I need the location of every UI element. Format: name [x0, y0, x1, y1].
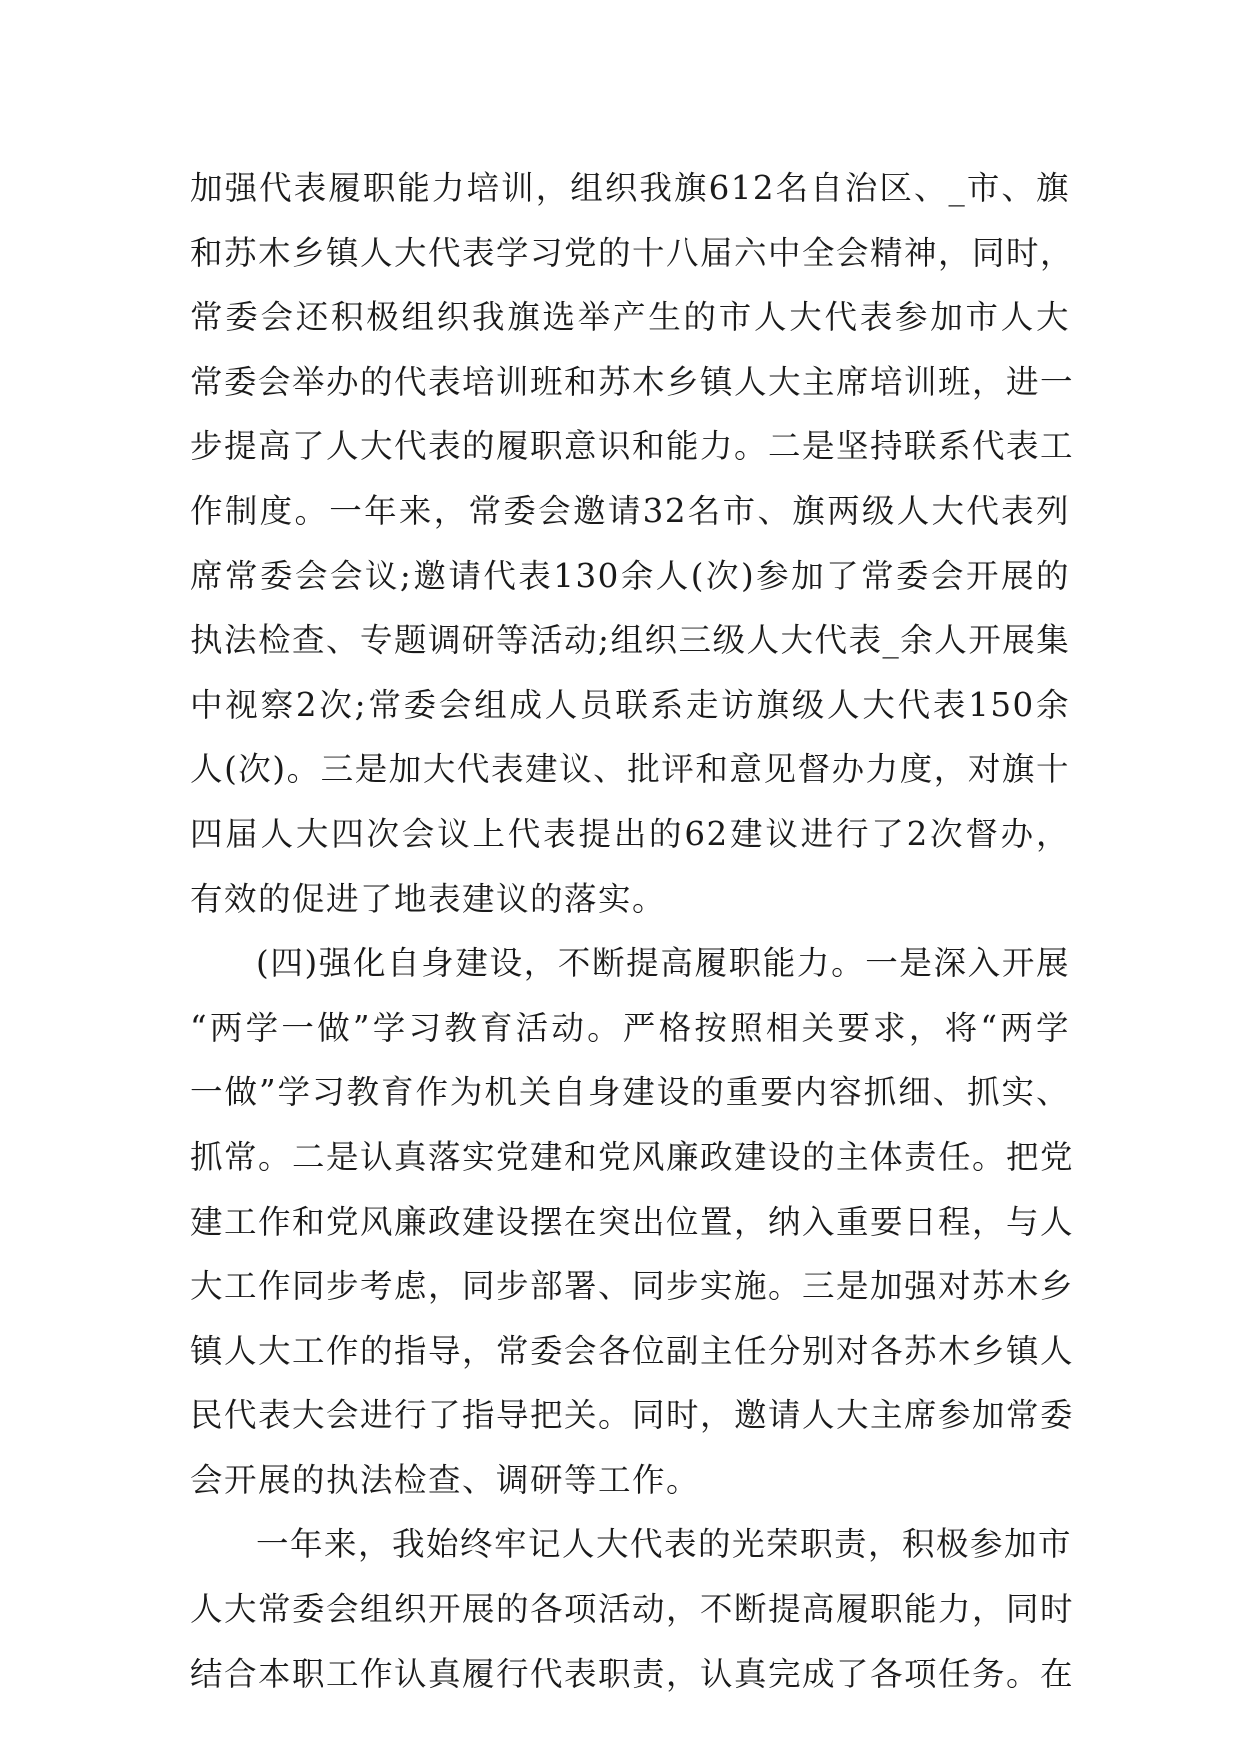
text-line: 抓常。二是认真落实党建和党风廉政建设的主体责任。把党 — [190, 1137, 1075, 1176]
text-line: 建工作和党风廉政建设摆在突出位置，纳入重要日程，与人 — [190, 1202, 1075, 1241]
text-line: 作制度。一年来，常委会邀请32名市、旗两级人大代表列 — [190, 491, 1070, 530]
text-line: 人大常委会组织开展的各项活动，不断提高履职能力，同时 — [190, 1590, 1075, 1629]
text-line: 席常委会会议;邀请代表130余人(次)参加了常委会开展的 — [190, 556, 1070, 595]
text-line: 执法检查、专题调研等活动;组织三级人大代表_余人开展集 — [190, 621, 1071, 660]
text-line: “两学一做”学习教育活动。严格按照相关要求，将“两学 — [190, 1008, 1070, 1047]
text-line: 一做”学习教育作为机关自身建设的重要内容抓细、抓实、 — [190, 1073, 1070, 1112]
text-line: 常委会举办的代表培训班和苏木乡镇人大主席培训班，进一 — [190, 362, 1075, 401]
text-line: 有效的促进了地表建议的落实。 — [190, 879, 667, 918]
text-line: 大工作同步考虑，同步部署、同步实施。三是加强对苏木乡 — [190, 1267, 1075, 1306]
text-line: 和苏木乡镇人大代表学习党的十八届六中全会精神，同时， — [190, 233, 1075, 272]
text-line: 四届人大四次会议上代表提出的62建议进行了2次督办， — [190, 814, 1070, 853]
text-line: 镇人大工作的指导，常委会各位副主任分别对各苏木乡镇人 — [190, 1331, 1075, 1370]
text-line: 民代表大会进行了指导把关。同时，邀请人大主席参加常委 — [190, 1396, 1075, 1435]
text-line: 常委会还积极组织我旗选举产生的市人大代表参加市人大 — [190, 298, 1070, 337]
text-line: 一年来，我始终牢记人大代表的光荣职责，积极参加市 — [256, 1525, 1073, 1564]
text-line: 会开展的执法检查、调研等工作。 — [190, 1460, 701, 1499]
text-line: 人(次)。三是加大代表建议、批评和意见督办力度，对旗十 — [190, 750, 1070, 789]
body-text — [190, 156, 1075, 1706]
text-line: 步提高了人大代表的履职意识和能力。二是坚持联系代表工 — [190, 427, 1075, 466]
text-line: 结合本职工作认真履行代表职责，认真完成了各项任务。在 — [190, 1654, 1075, 1693]
text-line: 加强代表履职能力培训，组织我旗612名自治区、_市、旗 — [190, 169, 1070, 207]
text-line: 中视察2次;常委会组成人员联系走访旗级人大代表150余 — [190, 685, 1070, 724]
text-line: (四)强化自身建设，不断提高履职能力。一是深入开展 — [256, 944, 1070, 983]
